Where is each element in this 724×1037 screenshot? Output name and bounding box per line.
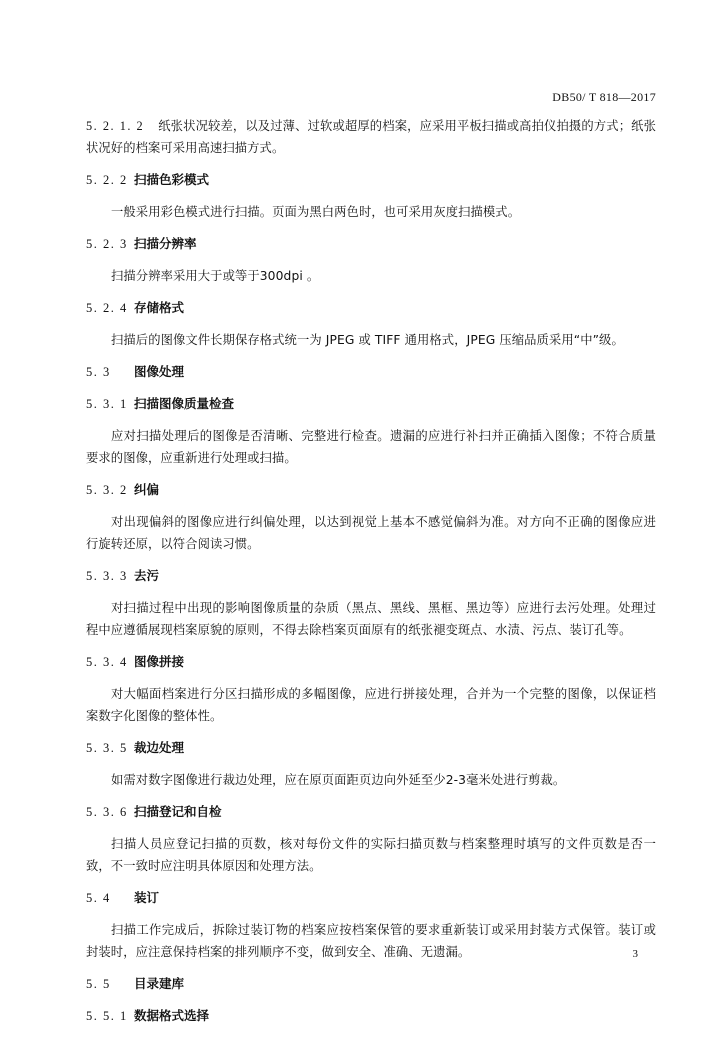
document-body <box>86 115 656 1037</box>
paragraph: 一般采用彩色模式进行扫描。页面为黑白两色时，也可采用灰度扫描模式。 <box>111 205 521 219</box>
heading-5-3-5 <box>86 737 656 759</box>
heading-5-3-1 <box>86 393 656 415</box>
heading-number: 5. 5. 1 <box>86 1009 128 1023</box>
heading-number: 5. 3. 6 <box>86 805 128 819</box>
paragraph: 对出现偏斜的图像应进行纠偏处理，以达到视觉上基本不感觉偏斜为准。对方向不正确的图像应进行旋转还原，以符合阅读习惯。 <box>86 515 656 551</box>
heading-5-3-3 <box>86 565 656 587</box>
paragraph: 对扫描过程中出现的影响图像质量的杂质（黑点、黑线、黑框、黑边等）应进行去污处理。处理过程中应遵循展现档案原貌的原则，不得去除档案页面原有的纸张褪变斑点、水渍、污点、装订孔等。 <box>86 601 656 637</box>
paragraph: 扫描分辨率采用大于或等于300dpi 。 <box>111 269 320 283</box>
heading-5-2-2 <box>86 169 656 191</box>
heading-number: 5. 4 <box>86 891 111 905</box>
heading-number: 5. 5 <box>86 977 111 991</box>
paragraph: 如需对数字图像进行裁边处理，应在原页面距页边向外延至少2-3毫米处进行剪裁。 <box>111 773 566 787</box>
heading-number: 5. 2. 2 <box>86 173 128 187</box>
paragraph: 扫描人员应登记扫描的页数，核对每份文件的实际扫描页数与档案整理时填写的文件页数是否一致，不一致时应注明具体原因和处理方法。 <box>86 837 656 873</box>
heading-title: 去污 <box>134 568 160 583</box>
heading-title: 图像拼接 <box>134 654 185 669</box>
heading-title: 数据格式选择 <box>134 1008 210 1023</box>
heading-title: 图像处理 <box>134 364 185 379</box>
heading-title: 扫描图像质量检查 <box>134 396 235 411</box>
heading-number: 5. 2. 4 <box>86 301 128 315</box>
paragraph: 扫描工作完成后，拆除过装订物的档案应按档案保管的要求重新装订或采用封装方式保管。装订或封装时，应注意保持档案的排列顺序不变，做到安全、准确、无遗漏。 <box>86 923 656 959</box>
heading-5-2-3 <box>86 233 656 255</box>
heading-title: 目录建库 <box>134 976 185 991</box>
heading-5-2-4 <box>86 297 656 319</box>
heading-5-3-6 <box>86 801 656 823</box>
heading-number: 5. 3. 5 <box>86 741 128 755</box>
heading-title: 扫描登记和自检 <box>134 804 222 819</box>
paragraph: 应对扫描处理后的图像是否清晰、完整进行检查。遗漏的应进行补扫并正确插入图像；不符合质量要求的图像，应重新进行处理或扫描。 <box>86 429 656 465</box>
heading-5-4 <box>86 887 656 909</box>
clause-text: 纸张状况较差，以及过薄、过软或超厚的档案，应采用平板扫描或高拍仪拍摄的方式；纸张状况好的档案可采用高速扫描方式。 <box>86 119 656 155</box>
heading-title: 装订 <box>134 890 160 905</box>
heading-title: 扫描分辨率 <box>134 236 197 251</box>
clause-5-2-1-2 <box>86 115 656 159</box>
heading-number: 5. 3. 2 <box>86 483 128 497</box>
heading-number: 5. 2. 3 <box>86 237 128 251</box>
heading-5-3-4 <box>86 651 656 673</box>
heading-number: 5. 3. 3 <box>86 569 128 583</box>
page-number: 3 <box>632 948 638 960</box>
paragraph: 对大幅面档案进行分区扫描形成的多幅图像，应进行拼接处理，合并为一个完整的图像，以保证档案数字化图像的整体性。 <box>86 687 656 723</box>
heading-number: 5. 3 <box>86 365 111 379</box>
heading-number: 5. 3. 4 <box>86 655 128 669</box>
heading-title: 扫描色彩模式 <box>134 172 210 187</box>
heading-title: 存储格式 <box>134 300 185 315</box>
heading-number: 5. 3. 1 <box>86 397 128 411</box>
paragraph: 扫描后的图像文件长期保存格式统一为 JPEG 或 TIFF 通用格式，JPEG 压缩品质采用“中”级。 <box>111 333 624 347</box>
heading-5-3 <box>86 361 656 383</box>
heading-title: 纠偏 <box>134 482 160 497</box>
standard-code: DB50/ T 818—2017 <box>552 90 656 104</box>
heading-title: 裁边处理 <box>134 740 185 755</box>
clause-number: 5. 2. 1. 2 <box>86 119 145 133</box>
heading-5-3-2 <box>86 479 656 501</box>
heading-5-5 <box>86 973 656 995</box>
